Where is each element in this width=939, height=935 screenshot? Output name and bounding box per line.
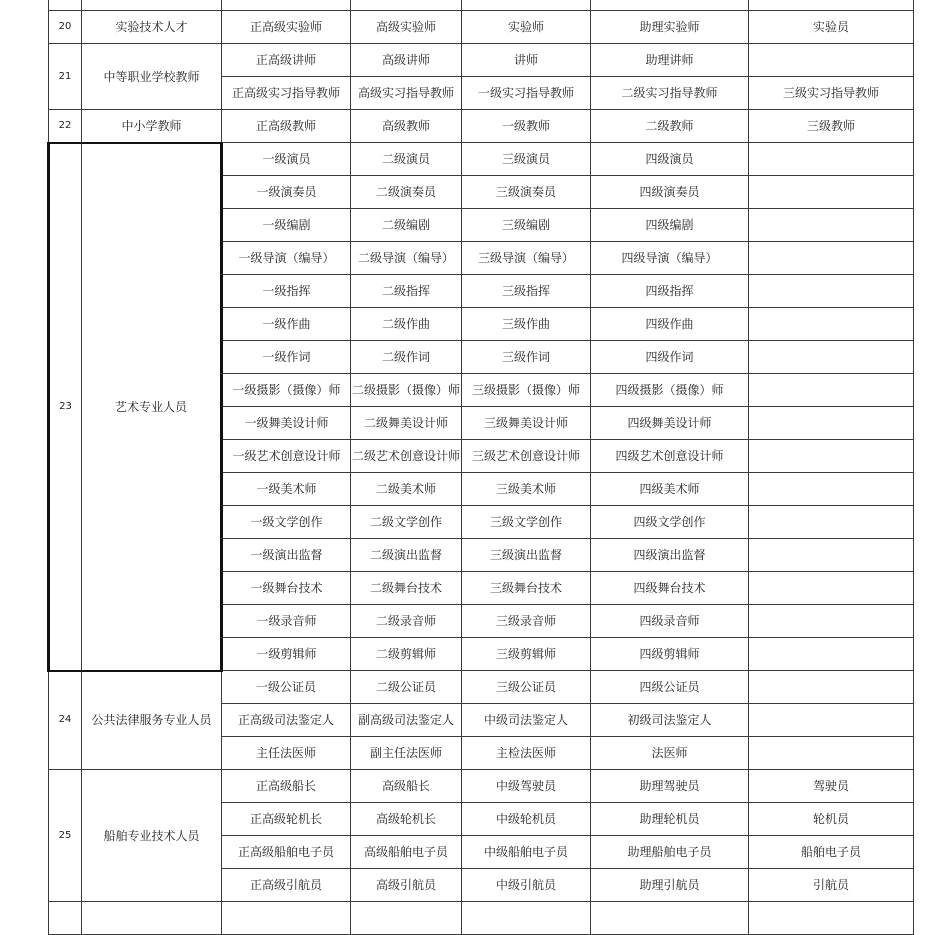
- title-cell[interactable]: 三级艺术创意设计师: [462, 440, 591, 473]
- title-cell[interactable]: [749, 374, 914, 407]
- title-cell[interactable]: [749, 638, 914, 671]
- title-cell[interactable]: 一级指挥: [222, 275, 351, 308]
- title-cell[interactable]: 三级指挥: [462, 275, 591, 308]
- title-cell[interactable]: 三级作词: [462, 341, 591, 374]
- title-cell[interactable]: 二级美术师: [351, 473, 462, 506]
- title-cell[interactable]: 一级演奏员: [222, 176, 351, 209]
- table-row: [49, 11, 914, 44]
- title-cell[interactable]: 四级录音师: [591, 605, 749, 638]
- table-cell[interactable]: [82, 902, 222, 935]
- title-cell[interactable]: 三级摄影（摄像）师: [462, 374, 591, 407]
- table-row: [49, 770, 914, 803]
- title-cell[interactable]: 三级文学创作: [462, 506, 591, 539]
- row-number-cell[interactable]: 25: [49, 770, 82, 902]
- title-cell[interactable]: 中级引航员: [462, 869, 591, 902]
- title-cell[interactable]: 三级演出监督: [462, 539, 591, 572]
- row-number-cell[interactable]: 24: [49, 671, 82, 770]
- table-cell[interactable]: [351, 902, 462, 935]
- category-cell[interactable]: 艺术专业人员: [82, 143, 222, 671]
- title-cell[interactable]: 一级美术师: [222, 473, 351, 506]
- row-number-cell[interactable]: 23: [49, 143, 82, 671]
- table-cell[interactable]: [749, 0, 914, 11]
- title-cell[interactable]: 初级司法鉴定人: [591, 704, 749, 737]
- title-cell[interactable]: [749, 407, 914, 440]
- title-cell[interactable]: 二级导演（编导）: [351, 242, 462, 275]
- title-cell[interactable]: 二级编剧: [351, 209, 462, 242]
- table-row-cut-off: [49, 0, 914, 11]
- table-cell[interactable]: [222, 902, 351, 935]
- table-row-cut-off: [49, 902, 914, 935]
- title-cell[interactable]: 二级舞美设计师: [351, 407, 462, 440]
- title-cell[interactable]: 四级演出监督: [591, 539, 749, 572]
- title-cell[interactable]: 副主任法医师: [351, 737, 462, 770]
- title-cell[interactable]: 三级舞台技术: [462, 572, 591, 605]
- title-cell[interactable]: 一级导演（编导）: [222, 242, 351, 275]
- title-cell[interactable]: 中级驾驶员: [462, 770, 591, 803]
- title-cell[interactable]: 四级美术师: [591, 473, 749, 506]
- title-cell[interactable]: [749, 341, 914, 374]
- title-cell[interactable]: 二级演出监督: [351, 539, 462, 572]
- title-cell[interactable]: 法医师: [591, 737, 749, 770]
- table-row: [49, 44, 914, 77]
- title-cell[interactable]: 四级舞美设计师: [591, 407, 749, 440]
- table-row: [49, 671, 914, 704]
- title-cell[interactable]: 高级船长: [351, 770, 462, 803]
- title-cell[interactable]: 四级作曲: [591, 308, 749, 341]
- title-cell[interactable]: 二级艺术创意设计师: [351, 440, 462, 473]
- title-cell[interactable]: 四级舞台技术: [591, 572, 749, 605]
- category-cell[interactable]: 船舶专业技术人员: [82, 770, 222, 902]
- title-cell[interactable]: 四级作词: [591, 341, 749, 374]
- table-cell[interactable]: [351, 0, 462, 11]
- title-cell[interactable]: [749, 671, 914, 704]
- title-cell[interactable]: 一级实习指导教师: [462, 77, 591, 110]
- title-cell[interactable]: 二级摄影（摄像）师: [351, 374, 462, 407]
- title-cell[interactable]: [749, 506, 914, 539]
- title-cell[interactable]: 中级司法鉴定人: [462, 704, 591, 737]
- title-cell[interactable]: 高级引航员: [351, 869, 462, 902]
- title-cell[interactable]: 三级演员: [462, 143, 591, 176]
- row-number-cell[interactable]: 20: [49, 11, 82, 44]
- title-cell[interactable]: 一级教师: [462, 110, 591, 143]
- category-cell[interactable]: 公共法律服务专业人员: [82, 671, 222, 770]
- title-cell[interactable]: 正高级司法鉴定人: [222, 704, 351, 737]
- title-cell[interactable]: 助理轮机员: [591, 803, 749, 836]
- title-cell[interactable]: 讲师: [462, 44, 591, 77]
- title-cell[interactable]: 四级公证员: [591, 671, 749, 704]
- title-cell[interactable]: 三级演奏员: [462, 176, 591, 209]
- title-cell[interactable]: 实验师: [462, 11, 591, 44]
- title-cell[interactable]: 助理驾驶员: [591, 770, 749, 803]
- title-cell[interactable]: 船舶电子员: [749, 836, 914, 869]
- title-cell[interactable]: 二级指挥: [351, 275, 462, 308]
- title-cell[interactable]: [749, 44, 914, 77]
- title-cell[interactable]: 二级剪辑师: [351, 638, 462, 671]
- title-cell[interactable]: 四级剪辑师: [591, 638, 749, 671]
- title-cell[interactable]: 二级公证员: [351, 671, 462, 704]
- title-cell[interactable]: 四级指挥: [591, 275, 749, 308]
- table-cell[interactable]: [749, 902, 914, 935]
- table-row: [49, 110, 914, 143]
- title-cell[interactable]: [749, 605, 914, 638]
- title-cell[interactable]: 正高级船舶电子员: [222, 836, 351, 869]
- title-cell[interactable]: [749, 440, 914, 473]
- title-cell[interactable]: 四级导演（编导）: [591, 242, 749, 275]
- title-cell[interactable]: 二级作词: [351, 341, 462, 374]
- professional-titles-table: [47, 0, 914, 935]
- title-cell[interactable]: 二级舞台技术: [351, 572, 462, 605]
- table-cell[interactable]: [462, 0, 591, 11]
- title-cell[interactable]: 一级文学创作: [222, 506, 351, 539]
- title-cell[interactable]: 轮机员: [749, 803, 914, 836]
- title-cell[interactable]: 高级讲师: [351, 44, 462, 77]
- title-cell[interactable]: 二级文学创作: [351, 506, 462, 539]
- table-cell[interactable]: [82, 0, 222, 11]
- title-cell[interactable]: 正高级船长: [222, 770, 351, 803]
- title-cell[interactable]: 二级教师: [591, 110, 749, 143]
- title-cell[interactable]: [749, 176, 914, 209]
- title-cell[interactable]: 正高级引航员: [222, 869, 351, 902]
- title-cell[interactable]: 四级编剧: [591, 209, 749, 242]
- title-cell[interactable]: 二级演员: [351, 143, 462, 176]
- title-cell[interactable]: 一级舞台技术: [222, 572, 351, 605]
- title-cell[interactable]: 高级实习指导教师: [351, 77, 462, 110]
- title-cell[interactable]: 一级摄影（摄像）师: [222, 374, 351, 407]
- title-cell[interactable]: 高级实验师: [351, 11, 462, 44]
- table-cell[interactable]: [591, 902, 749, 935]
- title-cell[interactable]: [749, 275, 914, 308]
- title-cell[interactable]: 助理实验师: [591, 11, 749, 44]
- title-cell[interactable]: 三级公证员: [462, 671, 591, 704]
- title-cell[interactable]: 正高级讲师: [222, 44, 351, 77]
- title-cell[interactable]: [749, 737, 914, 770]
- title-cell[interactable]: [749, 209, 914, 242]
- title-cell[interactable]: 三级作曲: [462, 308, 591, 341]
- title-cell[interactable]: [749, 308, 914, 341]
- title-cell[interactable]: 一级演出监督: [222, 539, 351, 572]
- title-cell[interactable]: 二级演奏员: [351, 176, 462, 209]
- title-cell[interactable]: 二级实习指导教师: [591, 77, 749, 110]
- title-cell[interactable]: 三级舞美设计师: [462, 407, 591, 440]
- title-cell[interactable]: 主任法医师: [222, 737, 351, 770]
- table-cell[interactable]: [222, 0, 351, 11]
- title-cell[interactable]: 助理船舶电子员: [591, 836, 749, 869]
- title-cell[interactable]: 一级作曲: [222, 308, 351, 341]
- title-cell[interactable]: 三级美术师: [462, 473, 591, 506]
- title-cell[interactable]: [749, 572, 914, 605]
- title-cell[interactable]: 三级录音师: [462, 605, 591, 638]
- title-cell[interactable]: 四级文学创作: [591, 506, 749, 539]
- title-cell[interactable]: 四级摄影（摄像）师: [591, 374, 749, 407]
- title-cell[interactable]: 三级编剧: [462, 209, 591, 242]
- title-cell[interactable]: 副高级司法鉴定人: [351, 704, 462, 737]
- title-cell[interactable]: 实验员: [749, 11, 914, 44]
- title-cell[interactable]: [749, 242, 914, 275]
- title-cell[interactable]: 一级公证员: [222, 671, 351, 704]
- title-cell[interactable]: [749, 143, 914, 176]
- title-cell[interactable]: 一级剪辑师: [222, 638, 351, 671]
- table-cell[interactable]: [49, 0, 82, 11]
- title-cell[interactable]: 中级轮机员: [462, 803, 591, 836]
- title-cell[interactable]: 高级教师: [351, 110, 462, 143]
- title-cell[interactable]: 三级教师: [749, 110, 914, 143]
- title-cell[interactable]: [749, 539, 914, 572]
- title-cell[interactable]: 正高级实习指导教师: [222, 77, 351, 110]
- title-cell[interactable]: 高级轮机长: [351, 803, 462, 836]
- table-row: [49, 143, 914, 176]
- title-cell[interactable]: 驾驶员: [749, 770, 914, 803]
- category-cell[interactable]: 中小学教师: [82, 110, 222, 143]
- title-cell[interactable]: 正高级轮机长: [222, 803, 351, 836]
- title-cell[interactable]: 中级船舶电子员: [462, 836, 591, 869]
- title-cell[interactable]: 一级艺术创意设计师: [222, 440, 351, 473]
- title-cell[interactable]: 一级编剧: [222, 209, 351, 242]
- table-cell[interactable]: [49, 902, 82, 935]
- row-number-cell[interactable]: 22: [49, 110, 82, 143]
- title-cell[interactable]: 正高级教师: [222, 110, 351, 143]
- title-cell[interactable]: 三级剪辑师: [462, 638, 591, 671]
- title-cell[interactable]: 高级船舶电子员: [351, 836, 462, 869]
- title-cell[interactable]: 四级艺术创意设计师: [591, 440, 749, 473]
- table-cell[interactable]: [462, 902, 591, 935]
- title-cell[interactable]: 二级作曲: [351, 308, 462, 341]
- row-number-cell[interactable]: 21: [49, 44, 82, 110]
- title-cell[interactable]: 主检法医师: [462, 737, 591, 770]
- title-cell[interactable]: 引航员: [749, 869, 914, 902]
- title-cell[interactable]: [749, 704, 914, 737]
- title-cell[interactable]: 一级舞美设计师: [222, 407, 351, 440]
- category-cell[interactable]: 中等职业学校教师: [82, 44, 222, 110]
- title-cell[interactable]: 一级录音师: [222, 605, 351, 638]
- title-cell[interactable]: 一级演员: [222, 143, 351, 176]
- title-cell[interactable]: 二级录音师: [351, 605, 462, 638]
- title-cell[interactable]: [749, 473, 914, 506]
- title-cell[interactable]: 正高级实验师: [222, 11, 351, 44]
- category-cell[interactable]: 实验技术人才: [82, 11, 222, 44]
- title-cell[interactable]: 助理讲师: [591, 44, 749, 77]
- title-cell[interactable]: 三级导演（编导）: [462, 242, 591, 275]
- title-cell[interactable]: 助理引航员: [591, 869, 749, 902]
- title-cell[interactable]: 四级演奏员: [591, 176, 749, 209]
- table-cell[interactable]: [591, 0, 749, 11]
- title-cell[interactable]: 一级作词: [222, 341, 351, 374]
- title-cell[interactable]: 四级演员: [591, 143, 749, 176]
- title-cell[interactable]: 三级实习指导教师: [749, 77, 914, 110]
